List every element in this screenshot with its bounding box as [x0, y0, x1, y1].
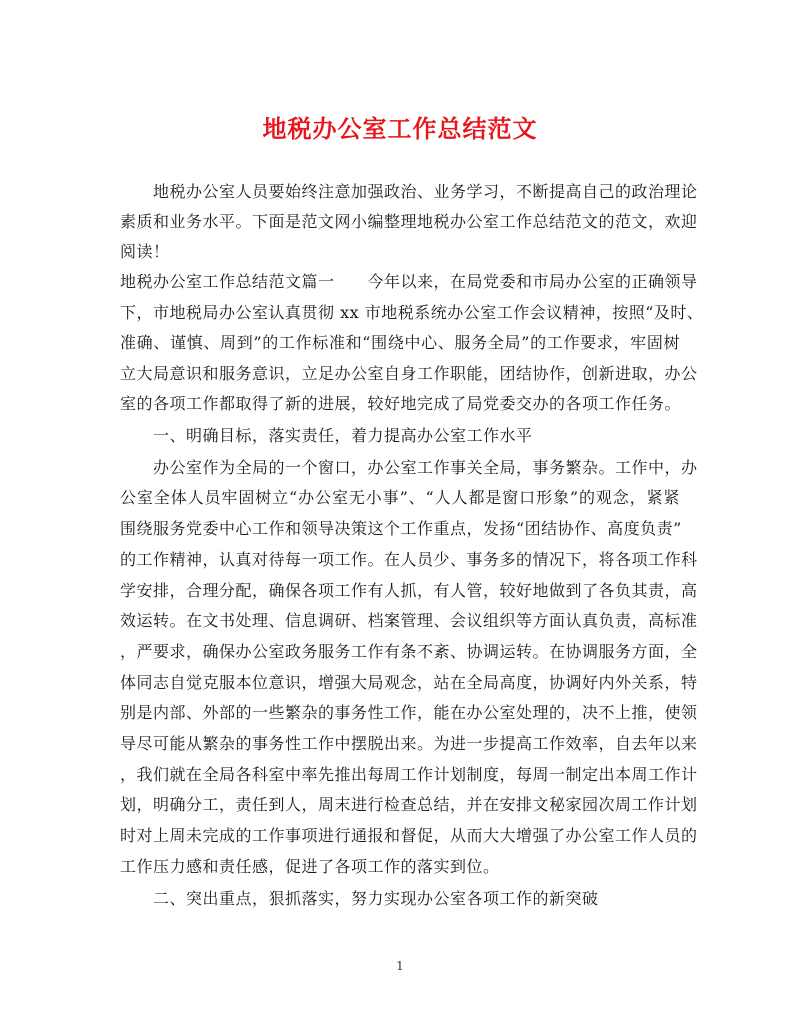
body-line: 时对上周未完成的工作事项进行通报和督促，从而大大增强了办公室工作人员的	[120, 826, 698, 845]
body-line: 工作压力感和责任感，促进了各项工作的落实到位。	[120, 857, 500, 876]
body-line: ，严要求，确保办公室政务服务工作有条不紊、协调运转。在协调服务方面，全	[120, 642, 698, 661]
body-line: 室的各项工作都取得了新的进展，较好地完成了局党委交办的各项工作任务。	[120, 394, 682, 413]
body-line: 阅读！	[120, 242, 170, 261]
body-line: 办公室作为全局的一个窗口，办公室工作事关全局，事务繁杂。工作中，办	[120, 458, 698, 477]
section-heading: 一、明确目标，落实责任，着力提高办公室工作水平	[120, 426, 533, 445]
document-title: 地税办公室工作总结范文	[262, 114, 538, 143]
body-line: 别是内部、外部的一些繁杂的事务性工作，能在办公室处理的，决不上推，使领	[120, 703, 698, 722]
body-line: 围绕服务党委中心工作和领导决策这个工作重点，发扬“团结协作、高度负责”	[120, 519, 682, 538]
body-line: 下，市地税局办公室认真贯彻 xx 市地税系统办公室工作会议精神，按照“及时、	[120, 303, 704, 322]
body-line: 地税办公室工作总结范文篇一 今年以来，在局党委和市局办公室的正确领导	[120, 272, 698, 291]
body-line: 导尽可能从繁杂的事务性工作中摆脱出来。为进一步提高工作效率，自去年以来	[120, 734, 698, 753]
body-line: 素质和业务水平。下面是范文网小编整理地税办公室工作总结范文的范文，欢迎	[120, 212, 698, 231]
body-line: 的工作精神，认真对待每一项工作。在人员少、事务多的情况下，将各项工作科	[120, 550, 698, 569]
body-line: 准确、谨慎、周到”的工作标准和“围绕中心、服务全局”的工作要求，牢固树	[120, 333, 680, 352]
body-line: 体同志自觉克服本位意识，增强大局观念，站在全局高度，协调好内外关系，特	[120, 673, 698, 692]
page-number: 1	[396, 959, 404, 973]
body-line: 地税办公室人员要始终注意加强政治、业务学习，不断提高自己的政治理论	[120, 182, 698, 201]
body-line: 公室全体人员牢固树立“办公室无小事”、“人人都是窗口形象”的观念，紧紧	[120, 488, 680, 507]
body-line: ，我们就在全局各科室中率先推出每周工作计划制度，每周一制定出本周工作计	[120, 765, 698, 784]
body-line: 效运转。在文书处理、信息调研、档案管理、会议组织等方面认真负责，高标准	[120, 611, 698, 630]
body-line: 学安排，合理分配，确保各项工作有人抓，有人管，较好地做到了各负其责，高	[120, 581, 698, 600]
section-heading: 二、突出重点，狠抓落实，努力实现办公室各项工作的新突破	[120, 889, 599, 908]
body-line: 划，明确分工，责任到人，周末进行检查总结，并在安排文秘家园次周工作计划	[120, 795, 698, 814]
body-line: 立大局意识和服务意识，立足办公室自身工作职能，团结协作，创新进取，办公	[120, 364, 698, 383]
